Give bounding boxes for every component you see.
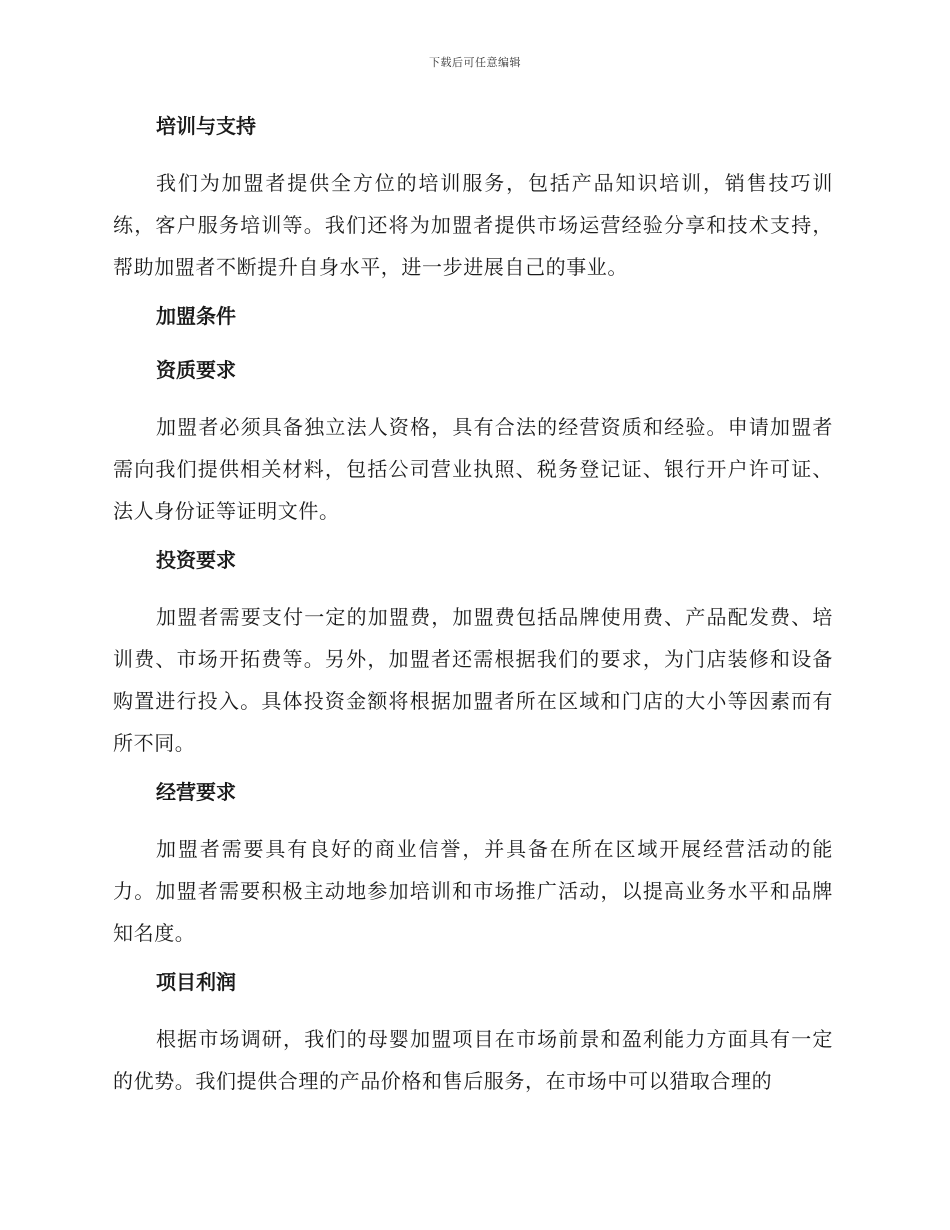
heading-investment: 投资要求 <box>156 548 236 572</box>
document-body <box>113 108 833 1102</box>
heading-operation: 经营要求 <box>156 780 236 804</box>
paragraph-training-support: 我们为加盟者提供全方位的培训服务，包括产品知识培训，销售技巧训练，客户服务培训等。我们还将为加盟者提供市场运营经验分享和技术支持，帮助加盟者不断提升自身水平，进一步进展自己的事业。 <box>113 171 833 279</box>
header-note: 下载后可任意编辑 <box>429 56 521 69</box>
paragraph-operation: 加盟者需要具有良好的商业信誉，并具备在所在区域开展经营活动的能力。加盟者需要积极主动地参加培训和市场推广活动，以提高业务水平和品牌知名度。 <box>113 837 833 945</box>
heading-training-support: 培训与支持 <box>156 114 256 138</box>
heading-qualification: 资质要求 <box>156 358 236 382</box>
paragraph-qualification: 加盟者必须具备独立法人资格，具有合法的经营资质和经验。申请加盟者需向我们提供相关材料，包括公司营业执照、税务登记证、银行开户许可证、法人身份证等证明文件。 <box>113 415 833 523</box>
paragraph-investment: 加盟者需要支付一定的加盟费，加盟费包括品牌使用费、产品配发费、培训费、市场开拓费等。另外，加盟者还需根据我们的要求，为门店装修和设备购置进行投入。具体投资金额将根据加盟者所在区域和门店的大小等因素而有所不同。 <box>113 605 833 755</box>
heading-franchise-conditions: 加盟条件 <box>156 304 236 328</box>
paragraph-project-profit: 根据市场调研，我们的母婴加盟项目在市场前景和盈利能力方面具有一定的优势。我们提供合理的产品价格和售后服务，在市场中可以猎取合理的 <box>113 1027 833 1093</box>
heading-project-profit: 项目利润 <box>156 970 236 994</box>
